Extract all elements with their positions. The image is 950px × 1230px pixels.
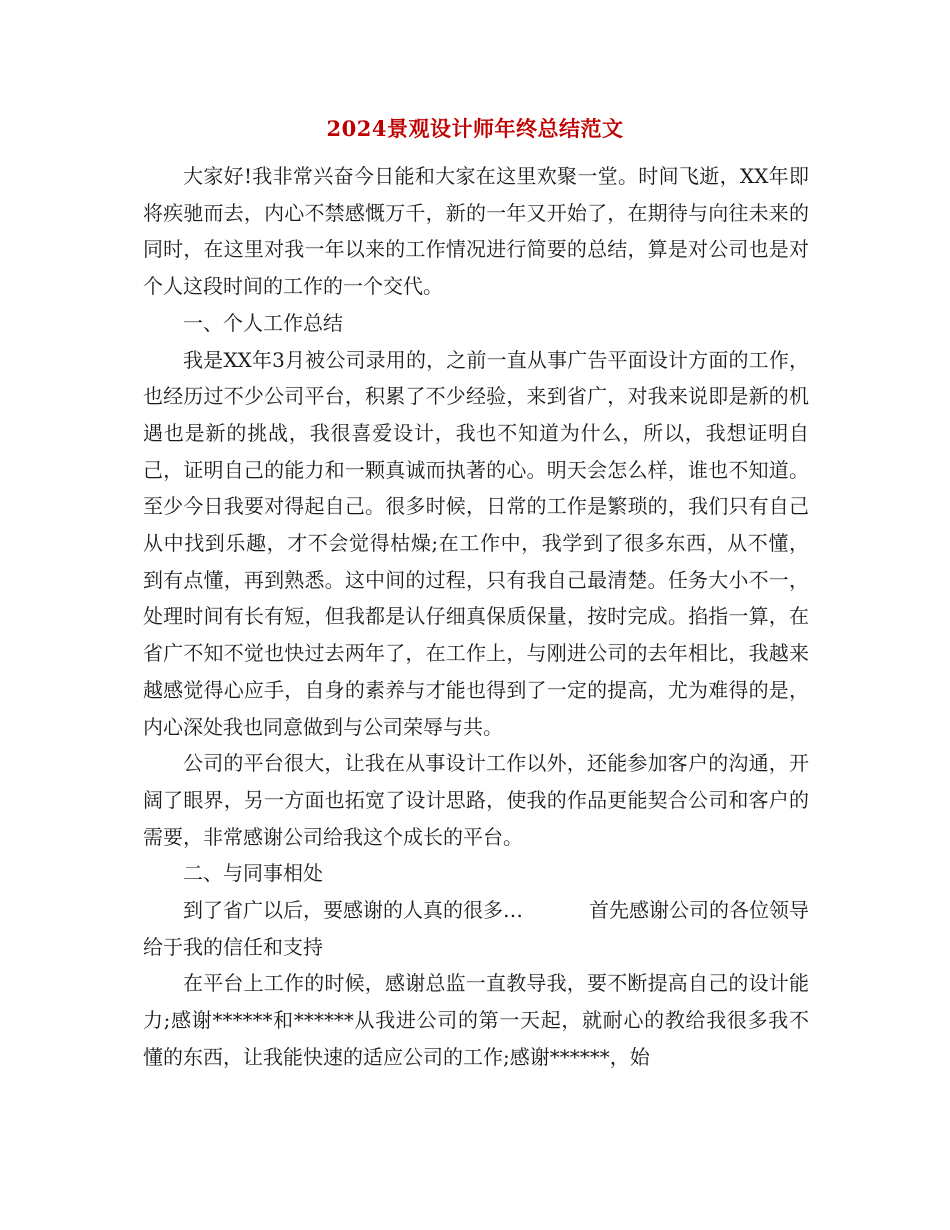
paragraph-company-platform: 公司的平台很大，让我在从事设计工作以外，还能参加客户的沟通，开阔了眼界，另一方面也拓宽了设计思路，使我的作品更能契合公司和客户的需要，非常感谢公司给我这个成长的平台。 (143, 751, 809, 849)
paragraph-thanks-leaders (143, 892, 809, 965)
document-body (143, 158, 809, 1076)
section-heading-colleagues: 二、与同事相处 (183, 861, 323, 886)
section-heading-personal-work: 一、个人工作总结 (183, 310, 343, 335)
document-title: 2024景观设计师年终总结范文 (326, 116, 624, 141)
paragraph-personal-work: 我是XX年3月被公司录用的，之前一直从事广告平面设计方面的工作，也经历过不少公司平台，积累了不少经验，来到省广，对我来说即是新的机遇也是新的挑战，我很喜爱设计，我也不知道为什么，所以，我想证明自己，证明自己的能力和一颗真诚而执著的心。明天会怎么样，谁也不知道。至少今日我要对得起自己。很多时候，日常的工作是繁琐的，我们只有自己从中找到乐趣，才不会觉得枯燥;在工作中，我学到了很多东西，从不懂，到有点懂，再到熟悉。这中间的过程，只有我自己最清楚。任务大小不一，处理时间有长有短，但我都是认仔细真保质保量，按时完成。掐指一算，在省广不知不觉也快过去两年了，在工作上，与刚进公司的去年相比，我越来越感觉得心应手，自身的素养与才能也得到了一定的提高，尤为难得的是，内心深处我也同意做到与公司荣辱与共。 (143, 347, 809, 739)
paragraph-intro: 大家好!我非常兴奋今日能和大家在这里欢聚一堂。时间飞逝，XX年即将疾驰而去，内心不禁感慨万千，新的一年又开始了，在期待与向往未来的同时，在这里对我一年以来的工作情况进行简要的总结，算是对公司也是对个人这段时间的工作的一个交代。 (143, 164, 809, 299)
thanks-intro-text: 到了省广以后，要感谢的人真的很多… (183, 898, 523, 923)
thanks-leaders-text: 首先感谢公司的各位领导给于我的信任和支持 (143, 898, 809, 959)
paragraph-thanks-colleagues: 在平台上工作的时候，感谢总监一直教导我，要不断提高自己的设计能力;感谢******和******从我进公司的第一天起，就耐心的教给我很多我不懂的东西，让我能快速的适应公司的工作;感谢******，始 (143, 971, 809, 1069)
